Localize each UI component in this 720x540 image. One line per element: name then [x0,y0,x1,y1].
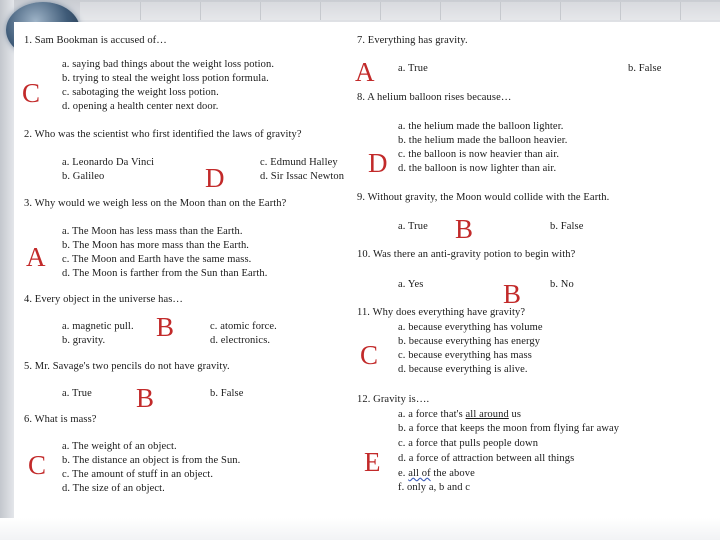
question-2-option-b: b. Galileo [62,171,105,182]
question-7-prompt: 7. Everything has gravity. [357,35,468,46]
question-12-answer: E [364,447,381,477]
question-8-option-d: d. the balloon is now lighter than air. [398,163,557,174]
question-12-prompt: 12. Gravity is…. [357,394,430,405]
question-9-option-a: a. True [398,221,428,232]
question-4-option-a: a. magnetic pull. [62,321,134,332]
question-3-option-a: a. The Moon has less mass than the Earth. [62,226,243,237]
question-4-option-b: b. gravity. [62,335,106,346]
left-rail [0,0,14,540]
question-12-option-e-underlined: all of [408,468,431,479]
question-11-option-d: d. because everything is alive. [398,364,528,375]
question-3-option-d: d. The Moon is farther from the Sun than Earth. [62,268,268,279]
question-12-option-e-tail: the above [430,468,475,479]
question-11-option-b: b. because everything has energy [398,336,541,347]
header-cell [320,2,381,20]
question-1-option-a: a. saying bad things about the weight loss potion. [62,59,275,70]
header-cell [560,2,621,20]
question-6-option-b: b. The distance an object is from the Sun. [62,455,241,466]
question-8-option-c: c. the balloon is now heavier than air. [398,149,560,160]
question-7-answer: A [355,57,375,87]
question-3-answer: A [26,242,46,272]
question-9-option-b: b. False [550,221,584,232]
question-10-answer: B [503,279,522,309]
question-1-answer: C [22,78,41,108]
question-12-option-a-text: a. a force that's [398,409,466,420]
question-12-option-f: f. only a, b and c [398,482,471,493]
header-cell [80,2,141,20]
header-cell [440,2,501,20]
question-1-option-c: c. sabotaging the weight loss potion. [62,87,219,98]
question-8-option-a: a. the helium made the balloon lighter. [398,121,564,132]
question-12-option-e-text: e. [398,468,409,479]
question-2-answer: D [205,163,225,193]
header-cell [380,2,441,20]
question-3-option-c: c. The Moon and Earth have the same mass. [62,254,252,265]
question-11-answer: C [360,340,379,370]
header-cell [260,2,321,20]
question-8-prompt: 8. A helium balloon rises because… [357,92,512,103]
question-5-option-a: a. True [62,388,92,399]
question-12-option-a-underlined: all around [465,409,509,420]
question-2-option-c: c. Edmund Halley [260,157,338,168]
question-10-option-b: b. No [550,279,574,290]
question-8-answer: D [368,148,388,178]
question-10-prompt: 10. Was there an anti-gravity potion to begin with? [357,249,576,260]
question-8-option-b: b. the helium made the balloon heavier. [398,135,568,146]
question-9-prompt: 9. Without gravity, the Moon would collide with the Earth. [357,192,610,203]
question-12-option-b: b. a force that keeps the moon from flying far away [398,423,620,434]
question-1-prompt: 1. Sam Bookman is accused of… [24,35,167,46]
question-10-option-a: a. Yes [398,279,424,290]
header-cell [500,2,561,20]
header-band [0,0,720,22]
question-6-option-a: a. The weight of an object. [62,441,177,452]
question-7-option-a: a. True [398,63,428,74]
question-12-option-a-tail: us [508,409,522,420]
question-12-option-c: c. a force that pulls people down [398,438,539,449]
question-2-prompt: 2. Who was the scientist who first identified the laws of gravity? [24,129,302,140]
question-4-option-c: c. atomic force. [210,321,277,332]
question-3-option-b: b. The Moon has more mass than the Earth. [62,240,250,251]
question-3-prompt: 3. Why would we weigh less on the Moon than on the Earth? [24,198,287,209]
question-9-answer: B [455,214,474,244]
question-12-option-e [398,467,475,481]
question-5-answer: B [136,383,155,413]
question-2-option-d: d. Sir Issac Newton [260,171,345,182]
question-4-option-d: d. electronics. [210,335,271,346]
header-cell [680,2,720,20]
question-11-prompt: 11. Why does everything have gravity? [357,307,526,318]
question-11-option-a: a. because everything has volume [398,322,543,333]
footer-band [0,518,720,540]
question-7-option-b: b. False [628,63,662,74]
question-1-option-b: b. trying to steal the weight loss potion formula. [62,73,269,84]
header-cell [140,2,201,20]
question-12-option-d: d. a force of attraction between all things [398,453,575,464]
question-6-option-c: c. The amount of stuff in an object. [62,469,214,480]
question-11-option-c: c. because everything has mass [398,350,532,361]
question-2-option-a: a. Leonardo Da Vinci [62,157,155,168]
question-6-prompt: 6. What is mass? [24,414,97,425]
question-5-option-b: b. False [210,388,244,399]
question-5-prompt: 5. Mr. Savage's two pencils do not have gravity. [24,361,230,372]
question-1-option-d: d. opening a health center next door. [62,101,219,112]
question-6-answer: C [28,450,47,480]
header-cell [620,2,681,20]
question-6-option-d: d. The size of an object. [62,483,165,494]
question-4-prompt: 4. Every object in the universe has… [24,294,184,305]
header-cell [200,2,261,20]
question-12-option-a [398,408,521,422]
question-4-answer: B [156,312,175,342]
